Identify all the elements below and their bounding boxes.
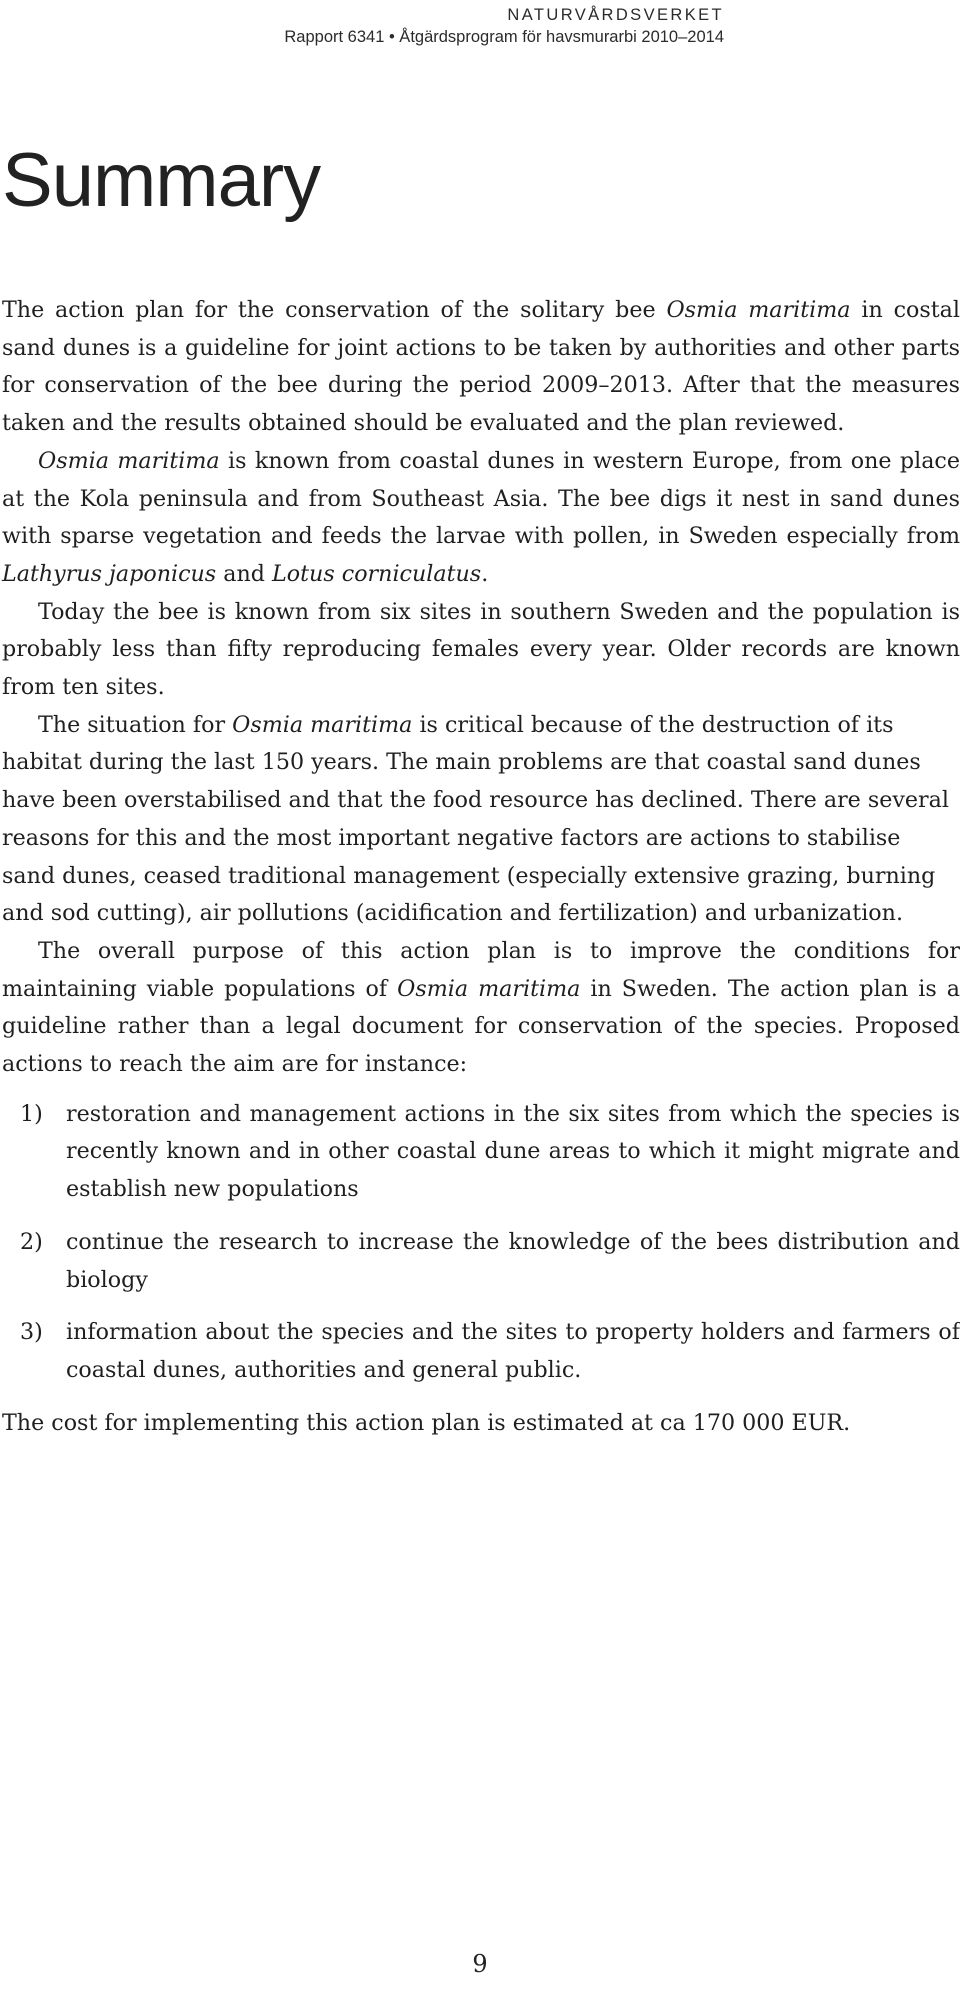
list-item-number: 1) xyxy=(20,1100,43,1127)
proposed-actions-list xyxy=(2,1096,960,1390)
list-item-number: 2) xyxy=(20,1228,43,1255)
text-span: The situation for xyxy=(38,711,233,738)
list-item xyxy=(2,1096,960,1209)
page-title: Summary xyxy=(2,138,321,223)
paragraph-distribution xyxy=(2,443,960,594)
plant-name: Lathyrus japonicus xyxy=(2,560,217,587)
list-item xyxy=(2,1314,960,1389)
paragraph-sites: Today the bee is known from six sites in southern Sweden and the population is probably less than fifty reproducing females every year. Older records are known from ten sites. xyxy=(2,598,960,701)
text-span: is known from coastal dunes in western Europe, from one place at the Kola peninsula and from Southeast Asia. The bee digs it nest in sand dunes with sparse vegetation and feeds the larvae with pollen, in Sweden especially from xyxy=(2,447,960,550)
paragraph-purpose xyxy=(2,933,960,1084)
paragraph-cost: The cost for implementing this action plan is estimated at ca 170 000 EUR. xyxy=(2,1409,851,1436)
species-name: Osmia maritima xyxy=(666,297,851,323)
text-span: and xyxy=(216,560,273,587)
list-item-text: restoration and management actions in the six sites from which the species is recently known and in other coastal dune areas to which it might migrate and establish new populations xyxy=(66,1100,960,1203)
list-item xyxy=(2,1224,960,1299)
list-item-text: continue the research to increase the knowledge of the bees distribution and biology xyxy=(66,1228,960,1293)
text-span: in Sweden. The action plan is a guideline rather than a legal document for conservation of the species. Proposed actions to reach the aim are for instance: xyxy=(2,975,960,1078)
organization-name: NATURVÅRDSVERKET xyxy=(507,6,724,24)
list-item-number: 3) xyxy=(20,1319,43,1346)
list-item-text: information about the species and the sites to property holders and farmers of coastal dunes, authorities and general public. xyxy=(66,1319,960,1383)
species-name: Osmia maritima xyxy=(397,975,581,1002)
summary-body xyxy=(2,292,960,1442)
text-span: . xyxy=(481,560,489,587)
text-span: The action plan for the conservation of the solitary bee xyxy=(2,297,667,323)
species-name: Osmia maritima xyxy=(38,447,220,474)
report-title: Rapport 6341 • Åtgärdsprogram för havsmurarbi 2010–2014 xyxy=(284,28,724,46)
species-name: Osmia maritima xyxy=(232,711,413,738)
report-header xyxy=(284,4,724,48)
plant-name: Lotus corniculatus xyxy=(272,560,482,587)
text-span: is critical because of the destruction of its habitat during the last 150 years. The main problems are that coastal sand dunes have been overstabilised and that the food resource has declined. There are several reasons for this and the most important negative factors are actions to stabilise sand dunes, ceased traditional management (especially extensive grazing, burning and sod cutting), air pollutions (acidification and fertilization) and urbanization. xyxy=(2,711,949,927)
paragraph-situation xyxy=(2,707,960,933)
text-span: The overall purpose of this action plan is to improve the conditions for maintaining viable populations of xyxy=(2,937,960,1002)
page-number: 9 xyxy=(472,1950,488,1978)
text-span: in costal sand dunes is a guideline for joint actions to be taken by authorities and other parts for conservation of the bee during the period 2009–2013. After that the measures taken and the results obtained should be evaluated and the plan reviewed. xyxy=(2,297,960,437)
paragraph-intro xyxy=(2,292,960,443)
